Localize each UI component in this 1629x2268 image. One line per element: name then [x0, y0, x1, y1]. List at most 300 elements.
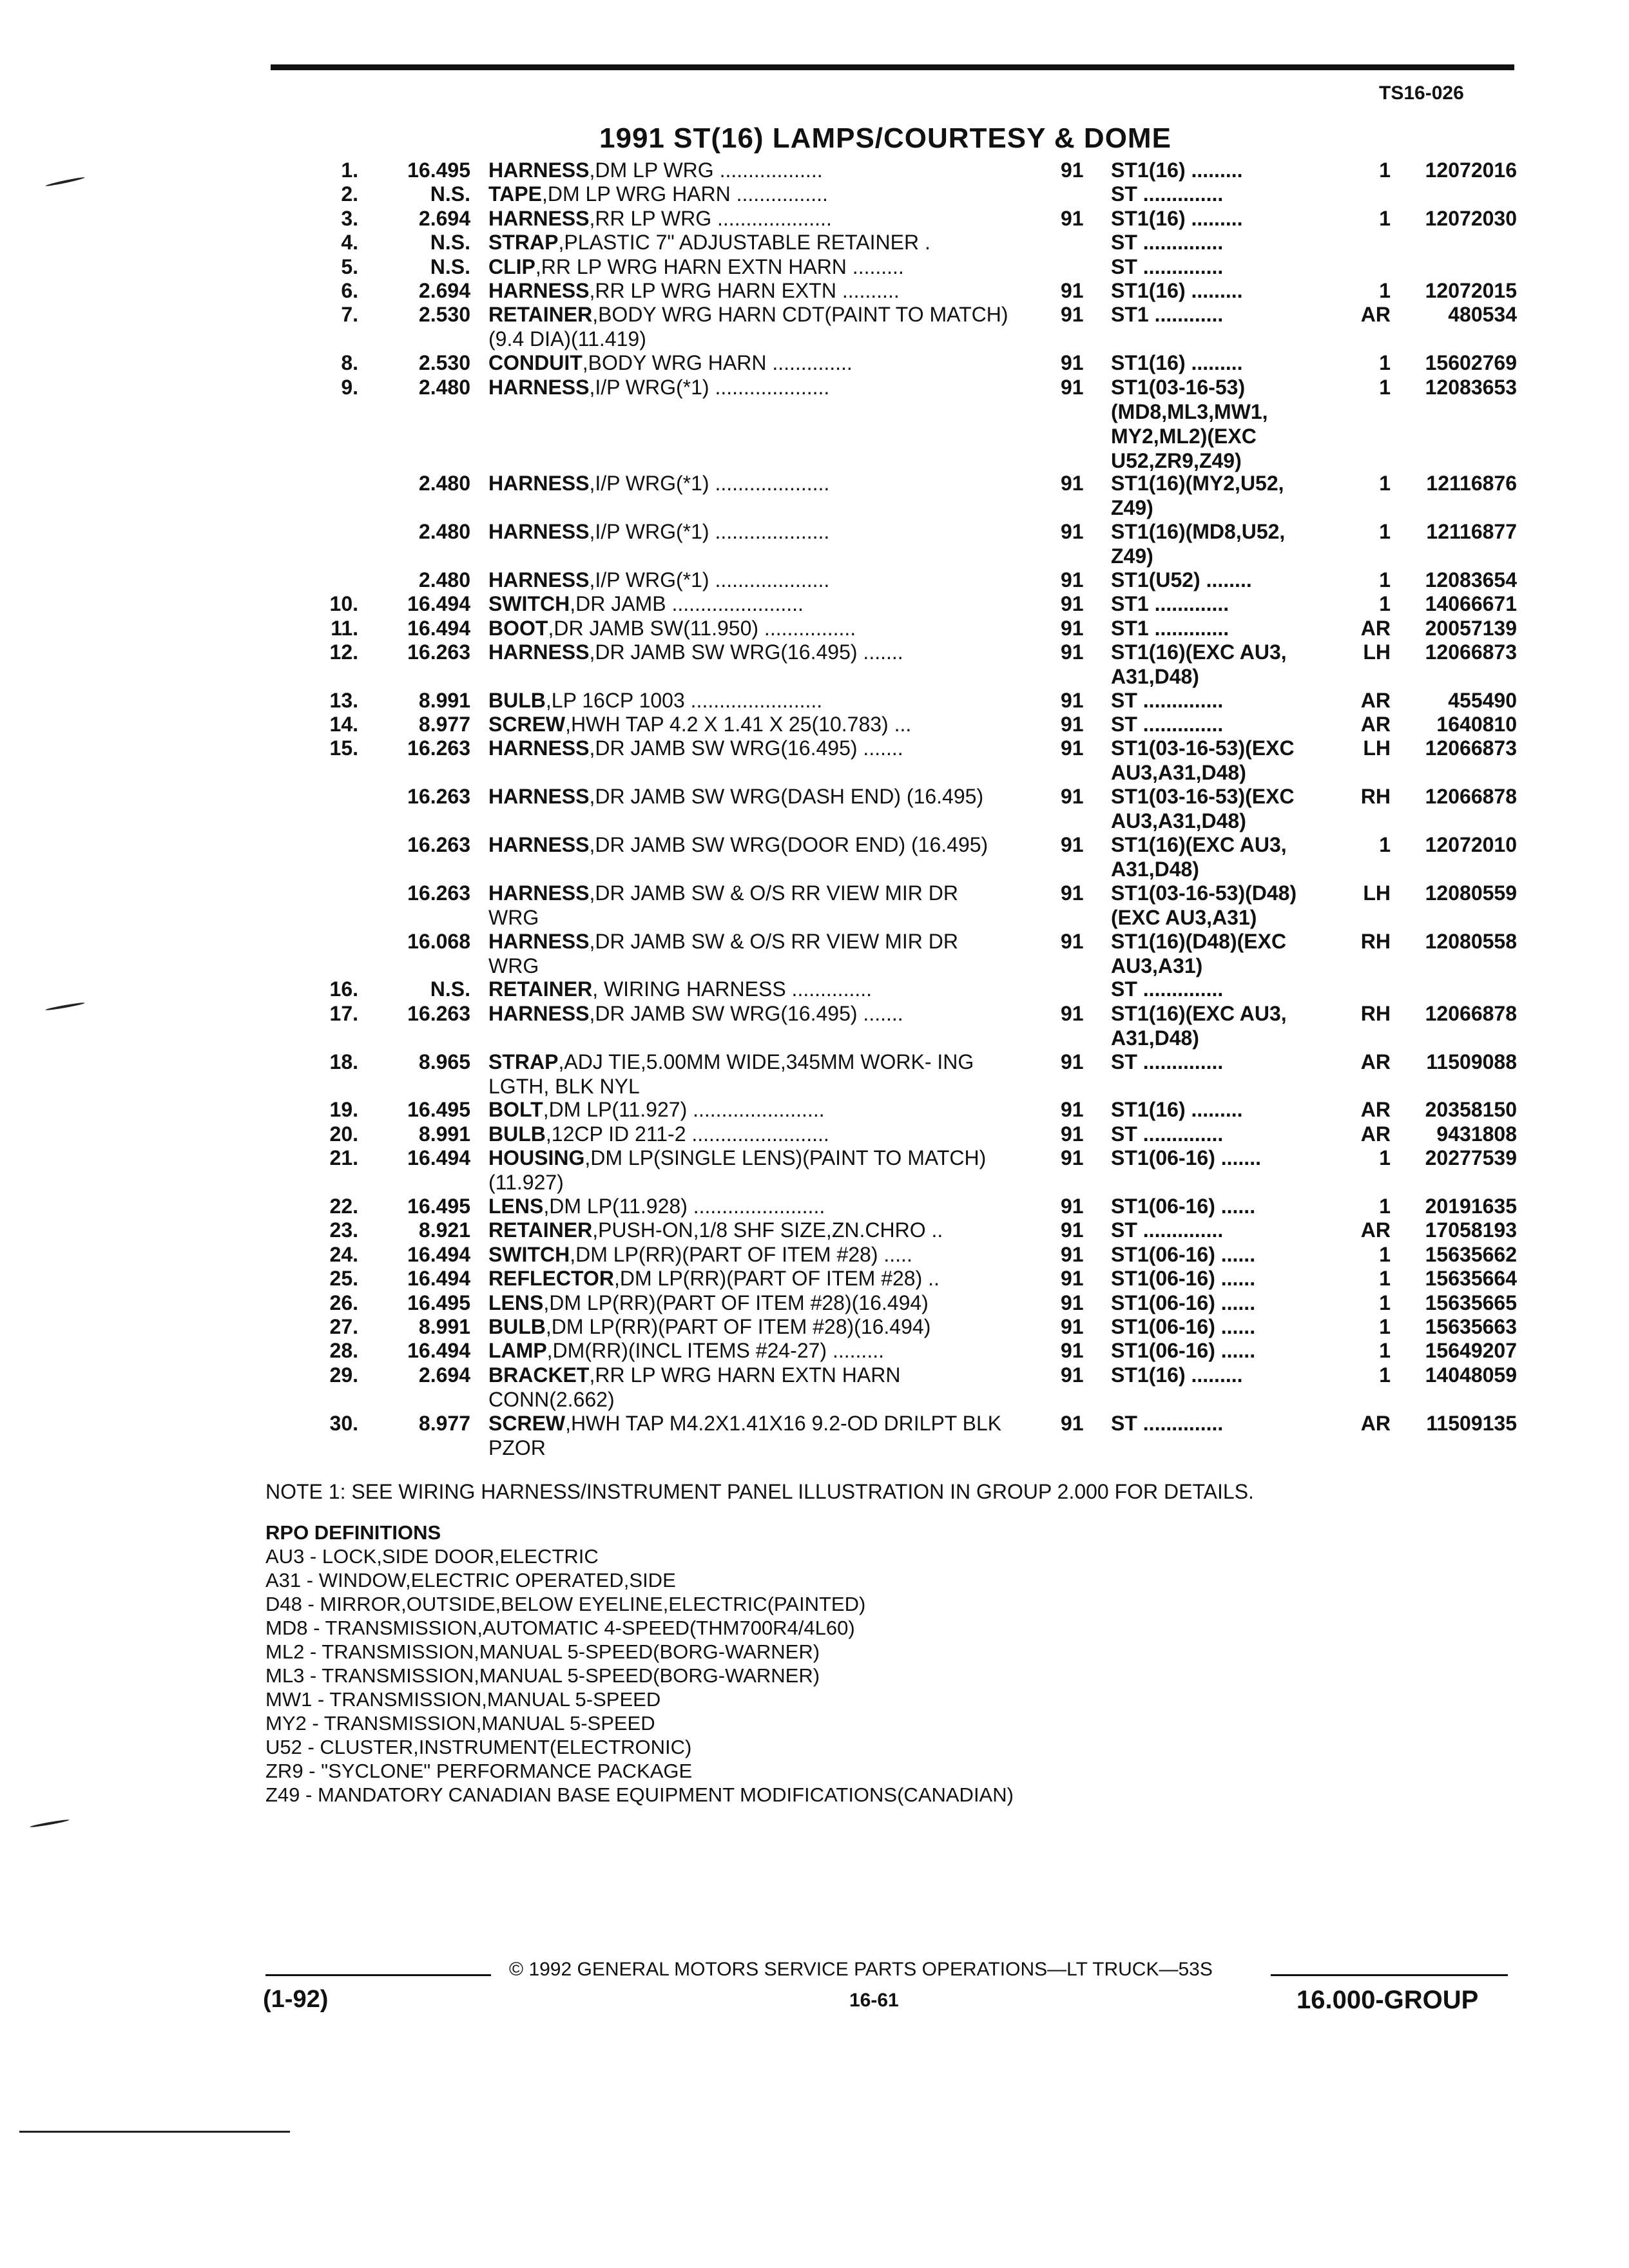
part-description [488, 784, 1010, 809]
part-number: 15635662 [1425, 1242, 1517, 1266]
table-row [0, 1218, 1629, 1242]
part-name: SCREW [488, 1411, 566, 1435]
part-number: 15635665 [1425, 1291, 1517, 1314]
part-description [488, 977, 1010, 1001]
table-row [0, 375, 1629, 472]
table-row [0, 471, 1629, 519]
part-description [488, 1097, 1010, 1122]
part-number: 17058193 [1425, 1218, 1517, 1242]
part-name: HARNESS [488, 278, 590, 302]
rpo-item: ML2 - TRANSMISSION,MANUAL 5-SPEED(BORG-WARNER) [265, 1640, 820, 1663]
model-year: 91 [1061, 1363, 1084, 1387]
part-number: 15649207 [1425, 1339, 1517, 1363]
part-detail: ,DM LP(RR)(PART OF ITEM #28) .. [613, 1267, 940, 1291]
section-number: 16.494 [407, 1267, 470, 1291]
model-year: 91 [1061, 1001, 1084, 1025]
table-row [0, 1338, 1629, 1362]
table-row [0, 688, 1629, 712]
quantity: AR [1360, 1050, 1391, 1073]
item-number: 15. [329, 736, 358, 760]
quantity: 1 [1379, 1291, 1391, 1314]
vehicle-usage: ST1(16) ......... [1111, 278, 1243, 302]
part-detail: ,DM LP WRG HARN ................ [541, 182, 828, 206]
vehicle-usage: ST1(16) ......... [1111, 159, 1243, 182]
part-number: 15602769 [1425, 351, 1517, 375]
model-year: 91 [1061, 1411, 1084, 1435]
item-number: 13. [329, 688, 358, 712]
part-detail: ,RR LP WRG HARN EXTN HARN ......... [535, 255, 904, 278]
vehicle-usage: ST1(16) ......... [1111, 351, 1243, 375]
top-rule [271, 64, 1514, 70]
table-row [0, 568, 1629, 591]
part-detail: ,DR JAMB SW WRG(DOOR END) (16.495) [589, 833, 988, 857]
vehicle-usage: ST1(16) ......... [1111, 1098, 1243, 1122]
part-number: 12083654 [1425, 568, 1517, 591]
part-name: BULB [488, 1314, 546, 1338]
vehicle-usage: ST .............. [1111, 1050, 1224, 1073]
item-number: 12. [329, 640, 358, 664]
model-year: 91 [1061, 1314, 1084, 1338]
item-number: 11. [331, 616, 358, 640]
part-description [488, 278, 1010, 303]
part-description [488, 255, 1010, 279]
section-number: 16.263 [407, 1001, 470, 1025]
part-detail: , WIRING HARNESS .............. [592, 977, 872, 1001]
part-name: BOLT [488, 1098, 543, 1122]
model-year: 91 [1061, 1195, 1084, 1218]
table-row [0, 1411, 1629, 1459]
page-title: 1991 ST(16) LAMPS/COURTESY & DOME [599, 122, 1171, 154]
table-row [0, 1050, 1629, 1098]
model-year: 91 [1061, 833, 1084, 857]
quantity: 1 [1379, 1314, 1391, 1338]
model-year: 91 [1061, 1339, 1084, 1363]
part-detail: ,BODY WRG HARN .............. [582, 351, 853, 375]
part-name: RETAINER [488, 303, 593, 327]
part-description [488, 519, 1010, 544]
table-row [0, 1266, 1629, 1290]
part-description [488, 1242, 1010, 1267]
item-number: 1. [341, 159, 358, 182]
quantity: 1 [1379, 592, 1391, 616]
part-detail: ,RR LP WRG .................... [589, 206, 832, 230]
part-description [488, 568, 1010, 592]
quantity: 1 [1379, 1146, 1391, 1170]
item-number: 10. [329, 592, 358, 616]
table-row [0, 929, 1629, 977]
part-detail: ,I/P WRG(*1) .................... [589, 472, 830, 495]
quantity: 1 [1379, 1339, 1391, 1363]
vehicle-usage: ST1(06-16) ...... [1111, 1195, 1256, 1218]
item-number: 2. [341, 182, 358, 206]
item-number: 5. [341, 255, 358, 278]
model-year: 91 [1061, 472, 1084, 495]
table-row [0, 1001, 1629, 1050]
part-description [488, 736, 1010, 760]
part-description [488, 1363, 1010, 1412]
vehicle-usage: ST1(16)(EXC AU3, A31,D48) [1111, 640, 1287, 688]
model-year: 91 [1061, 375, 1084, 399]
table-row [0, 640, 1629, 688]
part-name: LAMP [488, 1339, 547, 1363]
model-year: 91 [1061, 1242, 1084, 1266]
table-row [0, 158, 1629, 182]
quantity: AR [1360, 688, 1391, 712]
vehicle-usage: ST1(U52) ........ [1111, 568, 1252, 591]
model-year: 91 [1061, 1218, 1084, 1242]
part-name: LENS [488, 1291, 544, 1314]
part-detail: ,RR LP WRG HARN EXTN HARN CONN(2.662) [488, 1363, 901, 1411]
part-number: 20358150 [1425, 1098, 1517, 1122]
table-row [0, 1146, 1629, 1194]
part-detail: ,DR JAMB SW & O/S RR VIEW MIR DR WRG [488, 929, 958, 977]
section-number: 16.495 [407, 1195, 470, 1218]
quantity: 1 [1379, 568, 1391, 591]
part-number: 1640810 [1436, 713, 1517, 736]
part-number: 480534 [1448, 303, 1517, 327]
vehicle-usage: ST .............. [1111, 255, 1224, 278]
section-number: 16.494 [407, 1339, 470, 1363]
section-number: 2.480 [418, 375, 470, 399]
table-row [0, 255, 1629, 278]
part-detail: ,I/P WRG(*1) .................... [589, 375, 830, 399]
section-number: 16.263 [407, 833, 470, 857]
part-description [488, 471, 1010, 495]
part-description [488, 1146, 1010, 1195]
model-year: 91 [1061, 1267, 1084, 1291]
part-name: HARNESS [488, 519, 590, 543]
part-detail: ,BODY WRG HARN CDT(PAINT TO MATCH)(9.4 DIA)(11.419) [488, 303, 1008, 351]
section-number: 2.480 [418, 568, 470, 591]
part-description [488, 1218, 1010, 1242]
vehicle-usage: ST1(16)(EXC AU3, A31,D48) [1111, 1001, 1287, 1050]
section-number: 16.495 [407, 1291, 470, 1314]
item-number: 26. [329, 1291, 358, 1314]
part-description [488, 881, 1010, 930]
part-name: REFLECTOR [488, 1267, 614, 1291]
part-description [488, 1122, 1010, 1146]
part-detail: ,HWH TAP M4.2X1.41X16 9.2-OD DRILPT BLK PZOR [488, 1411, 1002, 1459]
section-number: N.S. [430, 182, 470, 206]
bottom-rule [19, 2131, 290, 2133]
part-description [488, 1266, 1010, 1291]
table-row [0, 182, 1629, 206]
model-year: 91 [1061, 1146, 1084, 1170]
part-number: 12116876 [1426, 472, 1517, 495]
part-detail: ,DR JAMB SW WRG(16.495) ....... [589, 736, 903, 760]
rpo-heading: RPO DEFINITIONS [265, 1521, 441, 1544]
table-row [0, 302, 1629, 351]
item-number: 17. [329, 1001, 358, 1025]
part-number: 15635664 [1425, 1267, 1517, 1291]
item-number: 16. [329, 977, 358, 1001]
vehicle-usage: ST1(06-16) ....... [1111, 1146, 1261, 1170]
section-number: 8.991 [418, 688, 470, 712]
quantity: AR [1360, 616, 1391, 640]
vehicle-usage: ST .............. [1111, 688, 1224, 712]
model-year: 91 [1061, 568, 1084, 591]
part-description [488, 929, 1010, 978]
part-number: 12066873 [1425, 640, 1517, 664]
quantity: AR [1360, 1411, 1391, 1435]
part-number: 20057139 [1425, 616, 1517, 640]
punch-mark [30, 1819, 70, 1829]
part-detail: ,DM LP(11.928) ....................... [543, 1195, 825, 1218]
section-number: N.S. [430, 231, 470, 255]
vehicle-usage: ST .............. [1111, 231, 1224, 255]
vehicle-usage: ST1(03-16-53)(EXC AU3,A31,D48) [1111, 736, 1295, 785]
part-name: SWITCH [488, 1242, 570, 1266]
vehicle-usage: ST .............. [1111, 182, 1224, 206]
item-number: 23. [329, 1218, 358, 1242]
model-year: 91 [1061, 713, 1084, 736]
part-number: 20277539 [1425, 1146, 1517, 1170]
section-number: 8.965 [418, 1050, 470, 1073]
section-number: 16.494 [407, 1242, 470, 1266]
table-row [0, 1291, 1629, 1314]
part-detail: ,DR JAMB SW & O/S RR VIEW MIR DR WRG [488, 881, 958, 929]
part-name: HARNESS [488, 206, 590, 230]
vehicle-usage: ST1 ............. [1111, 616, 1229, 640]
table-row [0, 881, 1629, 929]
model-year: 91 [1061, 785, 1084, 809]
part-description [488, 1411, 1010, 1460]
part-name: HARNESS [488, 881, 590, 905]
quantity: RH [1360, 785, 1391, 809]
part-name: TAPE [488, 182, 542, 206]
part-number: 12072016 [1425, 159, 1517, 182]
model-year: 91 [1061, 159, 1084, 182]
vehicle-usage: ST .............. [1111, 1122, 1224, 1146]
section-number: 8.991 [418, 1314, 470, 1338]
vehicle-usage: ST1(16)(MY2,U52, Z49) [1111, 472, 1284, 520]
quantity: AR [1360, 1122, 1391, 1146]
section-number: N.S. [430, 255, 470, 278]
part-description [488, 182, 1010, 206]
quantity: 1 [1379, 833, 1391, 857]
part-description [488, 206, 1010, 231]
section-number: 16.495 [407, 159, 470, 182]
model-year: 91 [1061, 1291, 1084, 1314]
part-name: HARNESS [488, 736, 590, 760]
part-description [488, 616, 1010, 640]
copyright-notice: © 1992 GENERAL MOTORS SERVICE PARTS OPERATIONS—LT TRUCK—53S [509, 1959, 1213, 1980]
section-number: 16.263 [407, 785, 470, 809]
part-description [488, 351, 1010, 375]
part-number: 12066873 [1425, 736, 1517, 760]
part-number: 12072030 [1425, 206, 1517, 230]
model-year: 91 [1061, 278, 1084, 302]
part-detail: ,PUSH-ON,1/8 SHF SIZE,ZN.CHRO .. [592, 1218, 943, 1242]
model-year: 91 [1061, 616, 1084, 640]
item-number: 25. [329, 1267, 358, 1291]
part-detail: ,DR JAMB SW WRG(16.495) ....... [589, 640, 903, 664]
section-number: 8.921 [418, 1218, 470, 1242]
item-number: 21. [329, 1146, 358, 1170]
part-description [488, 1194, 1010, 1218]
model-year: 91 [1061, 881, 1084, 905]
quantity: 1 [1379, 1363, 1391, 1387]
part-number: 11509088 [1426, 1050, 1517, 1073]
part-number: 12080558 [1425, 929, 1517, 953]
table-row [0, 1097, 1629, 1121]
part-name: HARNESS [488, 833, 590, 857]
table-row [0, 712, 1629, 736]
part-description [488, 591, 1010, 616]
table-row [0, 1242, 1629, 1266]
rpo-item: MW1 - TRANSMISSION,MANUAL 5-SPEED [265, 1688, 661, 1711]
model-year: 91 [1061, 519, 1084, 543]
vehicle-usage: ST1(03-16-53) (MD8,ML3,MW1, MY2,ML2)(EXC U52,ZR9,Z49) [1111, 375, 1268, 472]
part-name: BOOT [488, 616, 548, 640]
footer-rule-right [1271, 1974, 1508, 1976]
part-name: SCREW [488, 713, 566, 736]
date-code: (1-92) [263, 1986, 329, 2013]
model-year: 91 [1061, 1050, 1084, 1073]
part-name: BULB [488, 1122, 546, 1146]
part-number: 12116877 [1426, 519, 1517, 543]
footer-rule-left [265, 1974, 491, 1976]
rpo-item: MY2 - TRANSMISSION,MANUAL 5-SPEED [265, 1712, 655, 1735]
vehicle-usage: ST .............. [1111, 1411, 1224, 1435]
item-number: 4. [341, 231, 358, 255]
quantity: AR [1360, 1218, 1391, 1242]
part-detail: ,RR LP WRG HARN EXTN .......... [589, 278, 900, 302]
section-number: 2.530 [418, 351, 470, 375]
table-row [0, 1122, 1629, 1146]
quantity: AR [1360, 303, 1391, 327]
vehicle-usage: ST1(06-16) ...... [1111, 1242, 1256, 1266]
part-detail: ,I/P WRG(*1) .................... [589, 519, 830, 543]
part-description [488, 1050, 1010, 1099]
section-number: 16.494 [407, 592, 470, 616]
model-year: 91 [1061, 592, 1084, 616]
item-number: 30. [329, 1411, 358, 1435]
vehicle-usage: ST1(06-16) ...... [1111, 1314, 1256, 1338]
item-number: 7. [341, 303, 358, 327]
item-number: 19. [329, 1098, 358, 1122]
item-number: 9. [341, 375, 358, 399]
part-description [488, 1314, 1010, 1339]
item-number: 27. [329, 1314, 358, 1338]
group-label: 16.000-GROUP [1296, 1986, 1479, 2014]
section-number: 2.694 [418, 206, 470, 230]
part-description [488, 230, 1010, 255]
section-number: 16.494 [407, 616, 470, 640]
item-number: 14. [329, 713, 358, 736]
rpo-item: U52 - CLUSTER,INSTRUMENT(ELECTRONIC) [265, 1736, 692, 1758]
item-number: 3. [341, 206, 358, 230]
part-number: 12066878 [1425, 785, 1517, 809]
section-number: 8.977 [418, 713, 470, 736]
vehicle-usage: ST1(16) ......... [1111, 206, 1243, 230]
part-number: 11509135 [1426, 1411, 1517, 1435]
vehicle-usage: ST1 ............. [1111, 592, 1229, 616]
section-number: 2.480 [418, 472, 470, 495]
quantity: 1 [1379, 375, 1391, 399]
quantity: LH [1363, 881, 1391, 905]
part-detail: ,DM LP(RR)(PART OF ITEM #28) ..... [570, 1242, 912, 1266]
rpo-item: ZR9 - "SYCLONE" PERFORMANCE PACKAGE [265, 1760, 693, 1782]
vehicle-usage: ST1(06-16) ...... [1111, 1267, 1256, 1291]
section-number: 2.694 [418, 278, 470, 302]
model-year: 91 [1061, 929, 1084, 953]
part-description [488, 302, 1010, 351]
quantity: LH [1363, 736, 1391, 760]
part-number: 15635663 [1425, 1314, 1517, 1338]
quantity: AR [1360, 1098, 1391, 1122]
part-name: HARNESS [488, 568, 590, 591]
item-number: 29. [329, 1363, 358, 1387]
vehicle-usage: ST1(16) ......... [1111, 1363, 1243, 1387]
item-number: 28. [329, 1339, 358, 1363]
item-number: 18. [329, 1050, 358, 1073]
part-description [488, 712, 1010, 736]
rpo-definitions [265, 1521, 1014, 1807]
rpo-item: D48 - MIRROR,OUTSIDE,BELOW EYELINE,ELECTRIC(PAINTED) [265, 1593, 866, 1615]
model-year: 91 [1061, 688, 1084, 712]
section-number: 2.530 [418, 303, 470, 327]
part-detail: ,DR JAMB SW WRG(DASH END) (16.495) [589, 785, 984, 809]
item-number: 20. [329, 1122, 358, 1146]
table-row [0, 1363, 1629, 1411]
quantity: 1 [1379, 1195, 1391, 1218]
part-detail: ,LP 16CP 1003 ....................... [545, 688, 823, 712]
part-name: CONDUIT [488, 351, 583, 375]
quantity: LH [1363, 640, 1391, 664]
vehicle-usage: ST1(03-16-53)(D48) (EXC AU3,A31) [1111, 881, 1297, 929]
quantity: 1 [1379, 519, 1391, 543]
part-detail: ,DM LP(RR)(PART OF ITEM #28)(16.494) [545, 1314, 931, 1338]
model-year: 91 [1061, 736, 1084, 760]
quantity: AR [1360, 713, 1391, 736]
part-detail: ,12CP ID 211-2 ........................ [545, 1122, 829, 1146]
vehicle-usage: ST1(16)(D48)(EXC AU3,A31) [1111, 929, 1287, 977]
part-name: HARNESS [488, 929, 590, 953]
table-row [0, 784, 1629, 832]
quantity: 1 [1379, 206, 1391, 230]
part-name: HOUSING [488, 1146, 585, 1170]
footnote: NOTE 1: SEE WIRING HARNESS/INSTRUMENT PANEL ILLUSTRATION IN GROUP 2.000 FOR DETAILS. [265, 1480, 1254, 1503]
part-name: BRACKET [488, 1363, 590, 1387]
vehicle-usage: ST1(03-16-53)(EXC AU3,A31,D48) [1111, 785, 1295, 833]
rpo-item: AU3 - LOCK,SIDE DOOR,ELECTRIC [265, 1545, 599, 1568]
doc-code: TS16-026 [1379, 82, 1464, 104]
section-number: N.S. [430, 977, 470, 1001]
part-detail: ,HWH TAP 4.2 X 1.41 X 25(10.783) ... [565, 713, 912, 736]
part-name: HARNESS [488, 785, 590, 809]
section-number: 16.494 [407, 1146, 470, 1170]
item-number: 6. [341, 278, 358, 302]
part-number: 12066878 [1425, 1001, 1517, 1025]
part-name: HARNESS [488, 472, 590, 495]
part-number: 20191635 [1425, 1195, 1517, 1218]
model-year: 91 [1061, 351, 1084, 375]
part-detail: ,DR JAMB SW(11.950) ................ [548, 616, 856, 640]
table-row [0, 1194, 1629, 1218]
table-row [0, 977, 1629, 1001]
rpo-item: ML3 - TRANSMISSION,MANUAL 5-SPEED(BORG-WARNER) [265, 1664, 820, 1687]
quantity: RH [1360, 1001, 1391, 1025]
item-number: 8. [341, 351, 358, 375]
part-number: 9431808 [1436, 1122, 1517, 1146]
part-name: HARNESS [488, 640, 590, 664]
part-description [488, 1001, 1010, 1026]
section-number: 16.068 [407, 929, 470, 953]
part-number: 455490 [1448, 688, 1517, 712]
section-number: 16.495 [407, 1098, 470, 1122]
quantity: 1 [1379, 1242, 1391, 1266]
